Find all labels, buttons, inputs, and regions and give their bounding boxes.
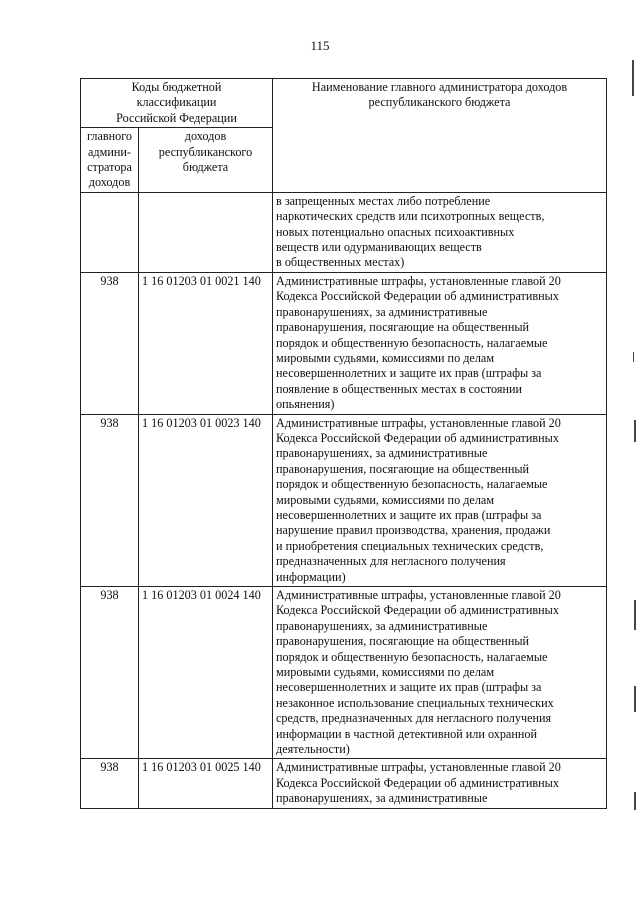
description-line: наркотических средств или психотропных веществ, [276, 209, 545, 224]
description-line: несовершеннолетних и защите их прав (штрафы за [276, 366, 542, 381]
header-line: доходов [88, 175, 131, 190]
description-line: правонарушения, посягающие на общественный [276, 634, 530, 649]
description-line: правонарушения, посягающие на общественный [276, 320, 530, 335]
table-header-row [81, 79, 607, 128]
header-line: стратора [87, 160, 132, 175]
description-line: несовершеннолетних и защите их прав (штрафы за [276, 680, 542, 695]
description-line: Административные штрафы, установленные главой 20 [276, 760, 561, 775]
description-line: правонарушения, посягающие на общественный [276, 461, 530, 476]
description-line: Кодекса Российской Федерации об административных [276, 603, 559, 618]
table-body [81, 192, 607, 808]
description-line: появление в общественных местах в состоянии [276, 381, 523, 396]
description-line: информации) [276, 569, 346, 584]
description-cell [273, 272, 607, 414]
description-line: правонарушениях, за административные [276, 446, 488, 461]
scan-mark [634, 420, 636, 442]
table-row [81, 272, 607, 414]
description-line: правонарушениях, за административные [276, 791, 488, 806]
description-line: Административные штрафы, установленные главой 20 [276, 415, 561, 430]
header-line: республиканского бюджета [368, 95, 511, 110]
description-cell [273, 587, 607, 759]
table-row [81, 587, 607, 759]
description-cell [273, 192, 607, 272]
description-line: Кодекса Российской Федерации об административных [276, 289, 559, 304]
description-line: порядок и общественную безопасность, налагаемые [276, 477, 548, 492]
description-line: веществ или одурманивающих веществ [276, 240, 482, 255]
description-line: нарушение правил производства, хранения, продажи [276, 523, 551, 538]
description-line: несовершеннолетних и защите их прав (штрафы за [276, 507, 542, 522]
admin-code-cell: 938 [81, 272, 139, 414]
description-line: в общественных местах) [276, 255, 405, 270]
admin-code-cell [81, 192, 139, 272]
description-line: предназначенных для негласного получения [276, 554, 506, 569]
description-line: порядок и общественную безопасность, налагаемые [276, 335, 548, 350]
budget-code-cell: 1 16 01203 01 0025 140 [139, 759, 273, 808]
budget-classification-table [80, 78, 607, 809]
scan-mark [632, 60, 634, 96]
description-line: и приобретения специальных технических средств, [276, 538, 544, 553]
description-line: мировыми судьями, комиссиями по делам [276, 665, 495, 680]
description-line: Административные штрафы, установленные главой 20 [276, 273, 561, 288]
description-line: деятельности) [276, 742, 350, 757]
header-line: Коды бюджетной [131, 80, 222, 94]
description-line: правонарушениях, за административные [276, 618, 488, 633]
description-cell [273, 759, 607, 808]
header-line: бюджета [182, 160, 229, 175]
description-line: средств, предназначенных для негласного получения [276, 711, 552, 726]
header-line: доходов [184, 129, 227, 144]
budget-code-cell: 1 16 01203 01 0023 140 [139, 414, 273, 586]
table-row [81, 192, 607, 272]
budget-code-cell [139, 192, 273, 272]
description-cell [273, 414, 607, 586]
description-line: опьянения) [276, 397, 335, 412]
description-line: правонарушениях, за административные [276, 304, 488, 319]
scan-mark [633, 352, 634, 362]
admin-code-cell: 938 [81, 587, 139, 759]
page-number: 115 [310, 38, 330, 53]
header-line: главного [86, 129, 133, 144]
header-line: республиканского [158, 144, 253, 159]
description-line: в запрещенных местах либо потребление [276, 193, 491, 208]
header-budget-codes [81, 79, 273, 128]
admin-code-cell: 938 [81, 759, 139, 808]
description-line: мировыми судьями, комиссиями по делам [276, 350, 495, 365]
budget-code-cell: 1 16 01203 01 0024 140 [139, 587, 273, 759]
description-line: Кодекса Российской Федерации об административных [276, 775, 559, 790]
header-administrator-name [273, 79, 607, 193]
header-line: Наименование главного администратора доходов [311, 80, 568, 94]
header-main-administrator [81, 128, 139, 193]
description-line: мировыми судьями, комиссиями по делам [276, 492, 495, 507]
description-line: незаконное использование специальных технических [276, 695, 554, 710]
scan-mark [634, 600, 636, 630]
description-line: информации в частной детективной или охранной [276, 726, 537, 741]
description-line: новых потенциально опасных психоактивных [276, 224, 515, 239]
table-row [81, 414, 607, 586]
description-line: порядок и общественную безопасность, налагаемые [276, 649, 548, 664]
header-republican-income [139, 128, 273, 193]
scan-mark [634, 686, 636, 712]
header-line: админи- [88, 144, 131, 159]
admin-code-cell: 938 [81, 414, 139, 586]
budget-code-cell: 1 16 01203 01 0021 140 [139, 272, 273, 414]
scan-mark [634, 792, 636, 810]
table-row [81, 759, 607, 808]
description-line: Кодекса Российской Федерации об административных [276, 430, 559, 445]
header-line: классификации [136, 95, 217, 110]
description-line: Административные штрафы, установленные главой 20 [276, 588, 561, 602]
header-line: Российской Федерации [116, 110, 237, 125]
